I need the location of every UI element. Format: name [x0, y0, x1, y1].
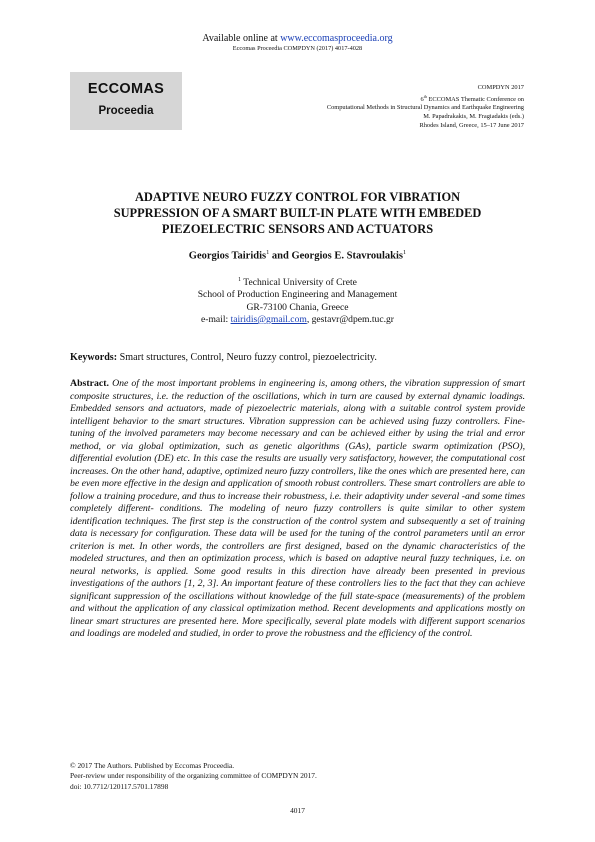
email-label: e-mail: [201, 313, 231, 325]
author-join: and [269, 250, 292, 262]
available-online-line [0, 33, 595, 44]
keywords-text: Smart structures, Control, Neuro fuzzy control, piezoelectricity. [117, 352, 377, 363]
eccomas-proceedia-logo [70, 72, 182, 130]
authors [0, 249, 595, 262]
affiliation-emails: e-mail: tairidis@gmail.com, gestavr@dpem.tuc.gr [201, 313, 394, 325]
author-1: Georgios Tairidis [188, 250, 267, 262]
conference-info [224, 84, 524, 130]
abstract-label: Abstract. [70, 378, 109, 389]
affiliation-school: School of Production Engineering and Management [197, 289, 398, 301]
title-line-1: ADAPTIVE NEURO FUZZY CONTROL FOR VIBRATION [134, 190, 461, 204]
affiliation-university: $^1$ Technical University of Crete [238, 277, 357, 289]
author-1-affiliation-mark: 1 [266, 249, 270, 256]
email-link-tairidis[interactable]: tairidis@gmail.com [230, 313, 307, 325]
paper-title [60, 189, 535, 237]
title-line-2: SUPPRESSION OF A SMART BUILT-IN PLATE WITH EMBEDED [113, 206, 482, 220]
page-number: 4017 [290, 806, 305, 815]
keywords [70, 352, 525, 363]
website-link[interactable]: www.eccomasproceedia.org [280, 33, 393, 44]
abstract [70, 378, 525, 641]
conference-editors: M. Papadrakakis, M. Fragiadakis (eds.) [423, 112, 524, 120]
copyright-notice: © 2017 The Authors. Published by Eccomas Proceedia. [70, 761, 235, 770]
conference-name: COMPDYN 2017 [477, 84, 524, 91]
footer-notes [70, 761, 525, 792]
logo-line-eccomas: ECCOMAS [87, 81, 165, 97]
keywords-label: Keywords: [70, 352, 118, 363]
conference-location-date: Rhodes Island, Greece, 15–17 June 2017 [419, 121, 524, 129]
title-line-3: PIEZOELECTRIC SENSORS AND ACTUATORS [161, 222, 434, 236]
peer-review-notice: Peer-review under responsibility of the organizing committee of COMPDYN 2017. [70, 771, 317, 781]
proceedings-reference: Eccomas Proceedia COMPDYN (2017) 4017-4028 [232, 45, 363, 52]
affiliation-address: GR-73100 Chania, Greece [246, 301, 349, 313]
logo-line-proceedia: Proceedia [98, 105, 154, 117]
conference-topic: Computational Methods in Structural Dynamics and Earthquake Engineering [326, 104, 524, 112]
conference-edition: 6th ECCOMAS Thematic Conference on [420, 93, 524, 103]
doi: doi: 10.7712/120117.5701.17898 [70, 781, 169, 791]
author-2: Georgios E. Stavroulakis [291, 250, 404, 262]
email-stavroulakis: gestavr@dpem.tuc.gr [311, 313, 394, 325]
abstract-text: One of the most important problems in engineering is, among others, the vibration suppression of smart composite structures, i.e. the reduction of the oscillations, which in turn are caused by external dynamic loadings. Embedded sensors and actuators, made of piezoelectric materials, along with a suitable control system provide intelligent behavior to the smart structures. Vibration suppression can be achieved using fuzzy controllers. Fine-tuning of the involved parameters may become necessary and can be achieved either by using the trial and error method, or via global optimization, such as genetic algorithms (GAs), particle swarm optimization (PSO), differential evolution (DE) etc. In this case the results are usually very satisfactory, however, the computational cost increases. On the other hand, adaptive, optimized neuro fuzzy controllers, like the ones which are presented here, can be even more effective in the design and application of smooth robust controllers. These smart controllers are able to follow a training procedure, and thus to increase their robustness, i.e. their adaptivity under several -and some times completely different- conditions. The modeling of neuro fuzzy controllers is quite similar to other system identification techniques. The first step is the construction of the control system and subsequently a set of training data is necessary for configuration. These data will be used for the tuning of the control parameters until an error criterion is met. In other words, the controllers are first designed, based on the dynamic characteristics of the modeled structures, and then an optimization process, which is based on adaptive neural fuzzy techniques, i.e. on neural networks, is applied. Some good results in this direction have already been presented in previous investigations of the authors [1, 2, 3]. An important feature of these controllers lies to the fact that they can achieve significant suppression of the oscillations without knowledge of the full state-space (measurements) of the problem and without the application of any classical optimization method. Recent developments and applications mostly on linear smart structures are presented here. More specifically, several plate models with different support scenarios and loadings are modeled and studied, in order to prove the robustness and the efficiency of the control. [70, 378, 525, 639]
affiliation [0, 274, 595, 326]
author-2-affiliation-mark: 1 [403, 249, 407, 256]
available-online-label: Available online at [202, 33, 278, 44]
